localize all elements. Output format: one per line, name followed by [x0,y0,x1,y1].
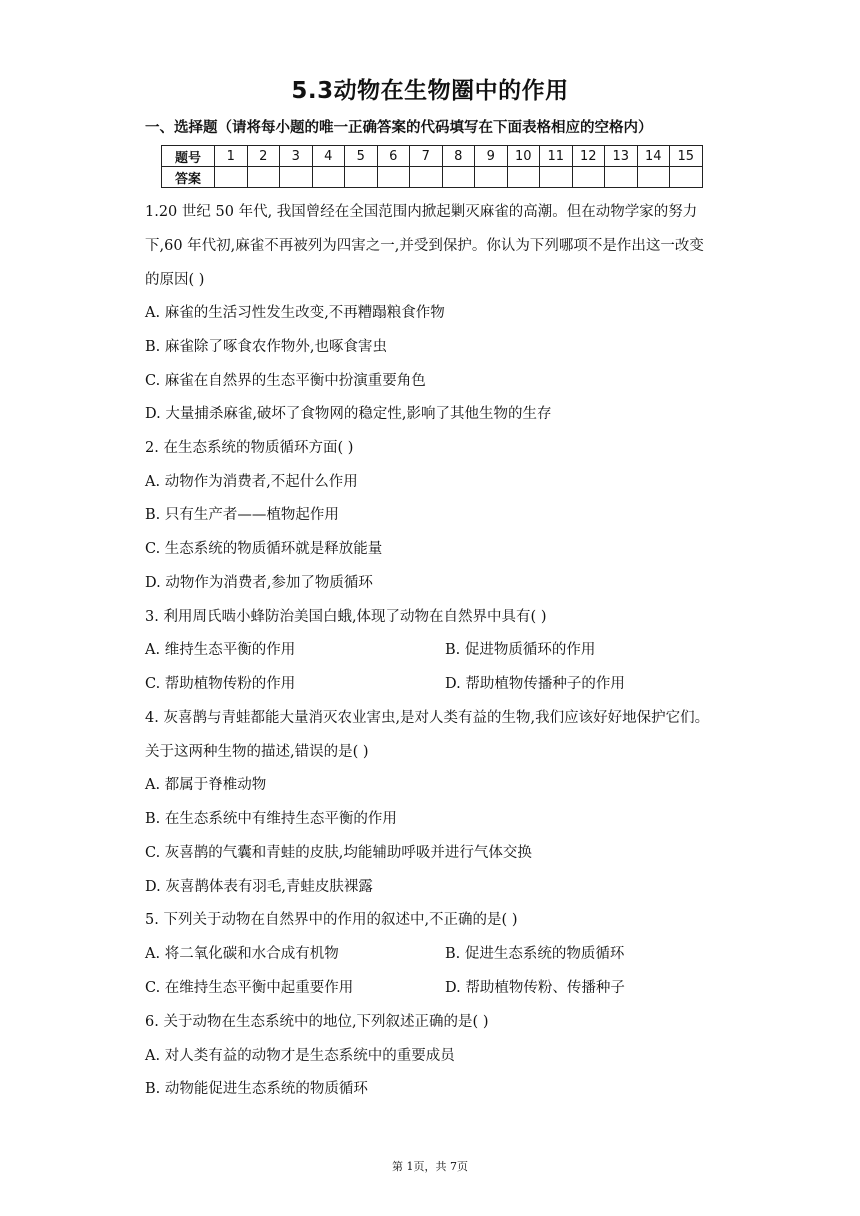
question-3-option-b: B. 促进物质循环的作用 [445,642,596,658]
question-2-stem: 2. 在生态系统的物质循环方面( ) [145,440,354,456]
question-3-option-d: D. 帮助植物传播种子的作用 [445,676,625,692]
table-number: 15 [670,146,703,167]
table-number: 7 [410,146,443,167]
question-3-stem: 3. 利用周氏啮小蜂防治美国白蛾,体现了动物在自然界中具有( ) [145,609,547,625]
question-2-option-d: D. 动物作为消费者,参加了物质循环 [145,575,373,591]
table-label-answer: 答案 [162,167,215,188]
question-5-option-a: A. 将二氧化碳和水合成有机物 [145,946,339,962]
answer-cell[interactable] [345,167,378,188]
answer-cell[interactable] [540,167,573,188]
answer-cell[interactable] [572,167,605,188]
answer-cell[interactable] [637,167,670,188]
answer-cell[interactable] [670,167,703,188]
table-number: 14 [637,146,670,167]
question-1-option-d: D. 大量捕杀麻雀,破坏了食物网的稳定性,影响了其他生物的生存 [145,406,552,422]
question-1-stem-line-1: 1.20 世纪 50 年代, 我国曾经在全国范围内掀起剿灭麻雀的高潮。但在动物学家的努力 [145,204,698,220]
answer-table [161,145,703,188]
question-6-option-a: A. 对人类有益的动物才是生态系统中的重要成员 [145,1048,455,1064]
question-3-option-c: C. 帮助植物传粉的作用 [145,676,296,692]
table-number: 12 [572,146,605,167]
table-number: 11 [540,146,573,167]
question-1-stem-line-3: 的原因( ) [145,272,205,288]
table-number: 5 [345,146,378,167]
table-number: 10 [507,146,540,167]
question-3-option-a: A. 维持生态平衡的作用 [145,642,296,658]
question-4-option-a: A. 都属于脊椎动物 [145,777,267,793]
question-6-stem: 6. 关于动物在生态系统中的地位,下列叙述正确的是( ) [145,1014,489,1030]
answer-cell[interactable] [215,167,248,188]
answer-cell[interactable] [605,167,638,188]
answer-table-header-row [162,146,703,167]
table-number: 3 [280,146,313,167]
question-5-option-b: B. 促进生态系统的物质循环 [445,946,625,962]
question-4-stem-line-2: 关于这两种生物的描述,错误的是( ) [145,744,369,760]
question-4-option-d: D. 灰喜鹊体表有羽毛,青蛙皮肤裸露 [145,879,373,895]
page-title: 5.3动物在生物圈中的作用 [291,78,569,104]
table-number: 8 [442,146,475,167]
table-number: 9 [475,146,508,167]
question-5-option-d: D. 帮助植物传粉、传播种子 [445,980,625,996]
section-heading: 一、选择题（请将每小题的唯一正确答案的代码填写在下面表格相应的空格内） [145,120,653,136]
table-number: 6 [377,146,410,167]
table-number: 1 [215,146,248,167]
answer-cell[interactable] [377,167,410,188]
question-2-option-c: C. 生态系统的物质循环就是释放能量 [145,541,383,557]
table-label-number: 题号 [162,146,215,167]
answer-cell[interactable] [507,167,540,188]
question-5-stem: 5. 下列关于动物在自然界中的作用的叙述中,不正确的是( ) [145,912,518,928]
answer-table-answer-row [162,167,703,188]
question-4-option-c: C. 灰喜鹊的气囊和青蛙的皮肤,均能辅助呼吸并进行气体交换 [145,845,532,861]
question-4-stem-line-1: 4. 灰喜鹊与青蛙都能大量消灭农业害虫,是对人类有益的生物,我们应该好好地保护它们。 [145,710,710,726]
table-number: 13 [605,146,638,167]
question-1-option-c: C. 麻雀在自然界的生态平衡中扮演重要角色 [145,373,426,389]
question-6-option-b: B. 动物能促进生态系统的物质循环 [145,1081,368,1097]
answer-cell[interactable] [475,167,508,188]
question-1-option-a: A. 麻雀的生活习性发生改变,不再糟蹋粮食作物 [145,305,445,321]
question-1-option-b: B. 麻雀除了啄食农作物外,也啄食害虫 [145,339,387,355]
question-4-option-b: B. 在生态系统中有维持生态平衡的作用 [145,811,397,827]
answer-cell[interactable] [312,167,345,188]
question-2-option-b: B. 只有生产者——植物起作用 [145,507,339,523]
table-number: 2 [247,146,280,167]
table-number: 4 [312,146,345,167]
answer-cell[interactable] [247,167,280,188]
question-2-option-a: A. 动物作为消费者,不起什么作用 [145,474,358,490]
page-footer: 第 1页，共 7页 [392,1160,468,1173]
question-5-option-c: C. 在维持生态平衡中起重要作用 [145,980,354,996]
question-1-stem-line-2: 下,60 年代初,麻雀不再被列为四害之一,并受到保护。你认为下列哪项不是作出这一改变 [145,238,704,254]
answer-cell[interactable] [280,167,313,188]
answer-cell[interactable] [410,167,443,188]
answer-cell[interactable] [442,167,475,188]
